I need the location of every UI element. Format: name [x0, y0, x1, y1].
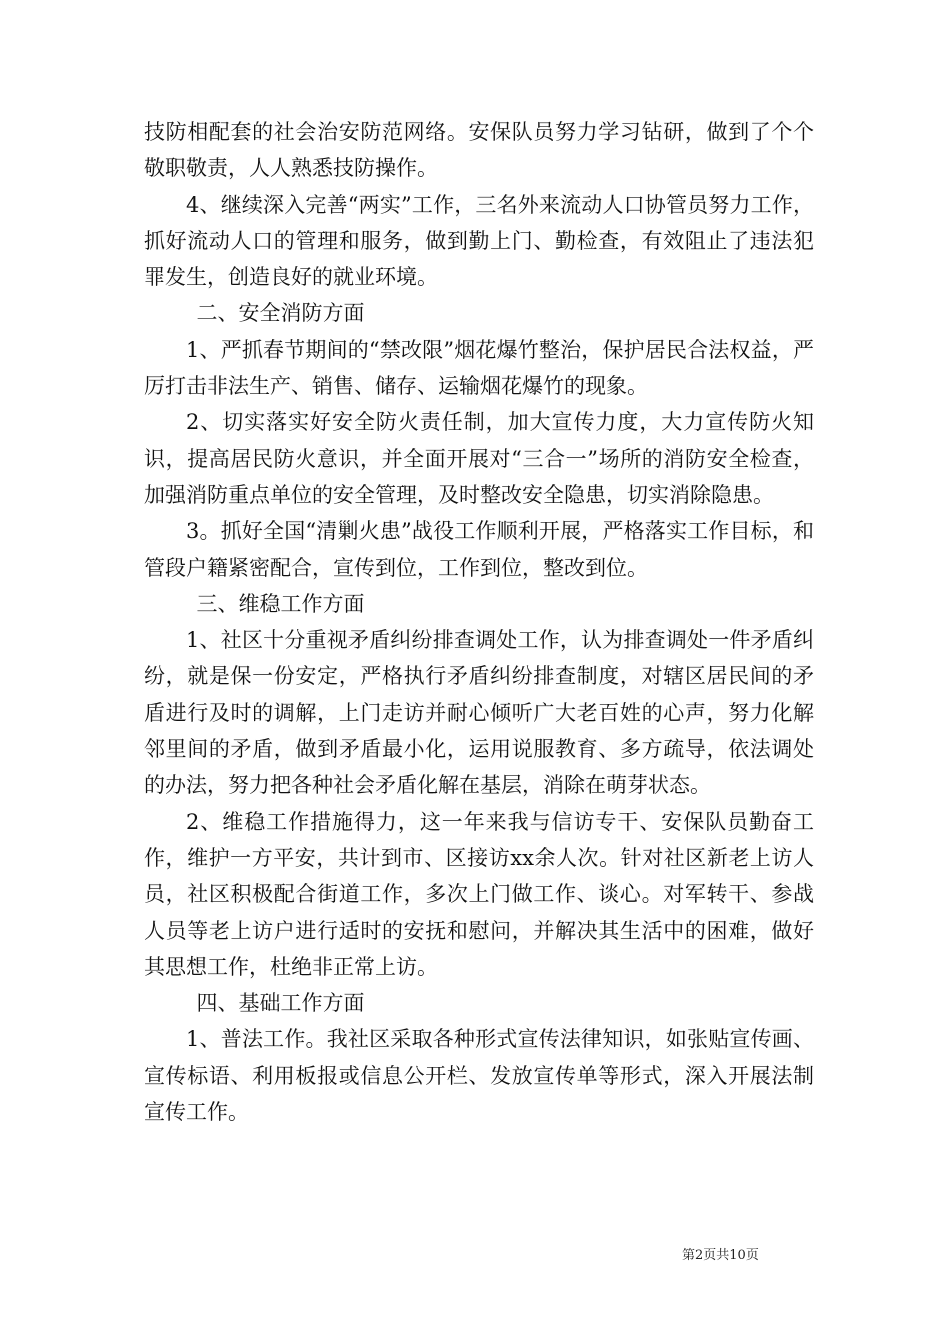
section-heading-stability: 三、维稳工作方面	[196, 591, 365, 616]
paragraph-fire-item-3: 3。抓好全国“清剿火患”战役工作顺利开展，严格落实工作目标，和管段户籍紧密配合，宣传到位，工作到位，整改到位。	[144, 519, 814, 580]
paragraph-fire-item-2: 2、切实落实好安全防火责任制，加大宣传力度，大力宣传防火知识，提高居民防火意识，并全面开展对“三合一”场所的消防安全检查，加强消防重点单位的安全管理，及时整改安全隐患，切实消除隐患。	[144, 410, 814, 507]
paragraph-fire-item-1: 1、严抓春节期间的“禁改限”烟花爆竹整治，保护居民合法权益，严厉打击非法生产、销售、储存、运输烟花爆竹的现象。	[144, 337, 814, 399]
paragraph-stability-item-2: 2、维稳工作措施得力，这一年来我与信访专干、安保队员勤奋工作，维护一方平安，共计到市、区接访xx余人次。针对社区新老上访人员，社区积极配合街道工作，多次上门做工作、谈心。对军转干、参战人员等老上访户进行适时的安抚和慰问，并解决其生活中的困难，做好其思想工作，杜绝非正常上访。	[144, 809, 814, 979]
section-heading-fire-safety: 二、安全消防方面	[196, 301, 365, 326]
paragraph-item-4-liangshi: 4、继续深入完善“两实”工作，三名外来流动人口协管员努力工作，抓好流动人口的管理和服务，做到勤上门、勤检查，有效阻止了违法犯罪发生，创造良好的就业环境。	[144, 192, 814, 290]
section-heading-basic-work: 四、基础工作方面	[196, 991, 365, 1016]
paragraph-stability-item-1: 1、社区十分重视矛盾纠纷排查调处工作，认为排查调处一件矛盾纠纷，就是保一份安定，严格执行矛盾纠纷排查制度，对辖区居民间的矛盾进行及时的调解，上门走访并耐心倾听广大老百姓的心声，努力化解邻里间的矛盾，做到矛盾最小化，运用说服教育、多方疏导，依法调处的办法，努力把各种社会矛盾化解在基层，消除在萌芽状态。	[144, 628, 814, 798]
paragraph-continuation: 技防相配套的社会治安防范网络。安保队员努力学习钻研，做到了个个敬职敬责，人人熟悉技防操作。	[144, 120, 814, 181]
page-number-footer: 第2页共10页	[682, 1248, 759, 1263]
document-body	[144, 114, 814, 1130]
paragraph-basic-item-1: 1、普法工作。我社区采取各种形式宣传法律知识，如张贴宣传画、宣传标语、利用板报或信息公开栏、发放宣传单等形式，深入开展法制宣传工作。	[144, 1027, 814, 1125]
